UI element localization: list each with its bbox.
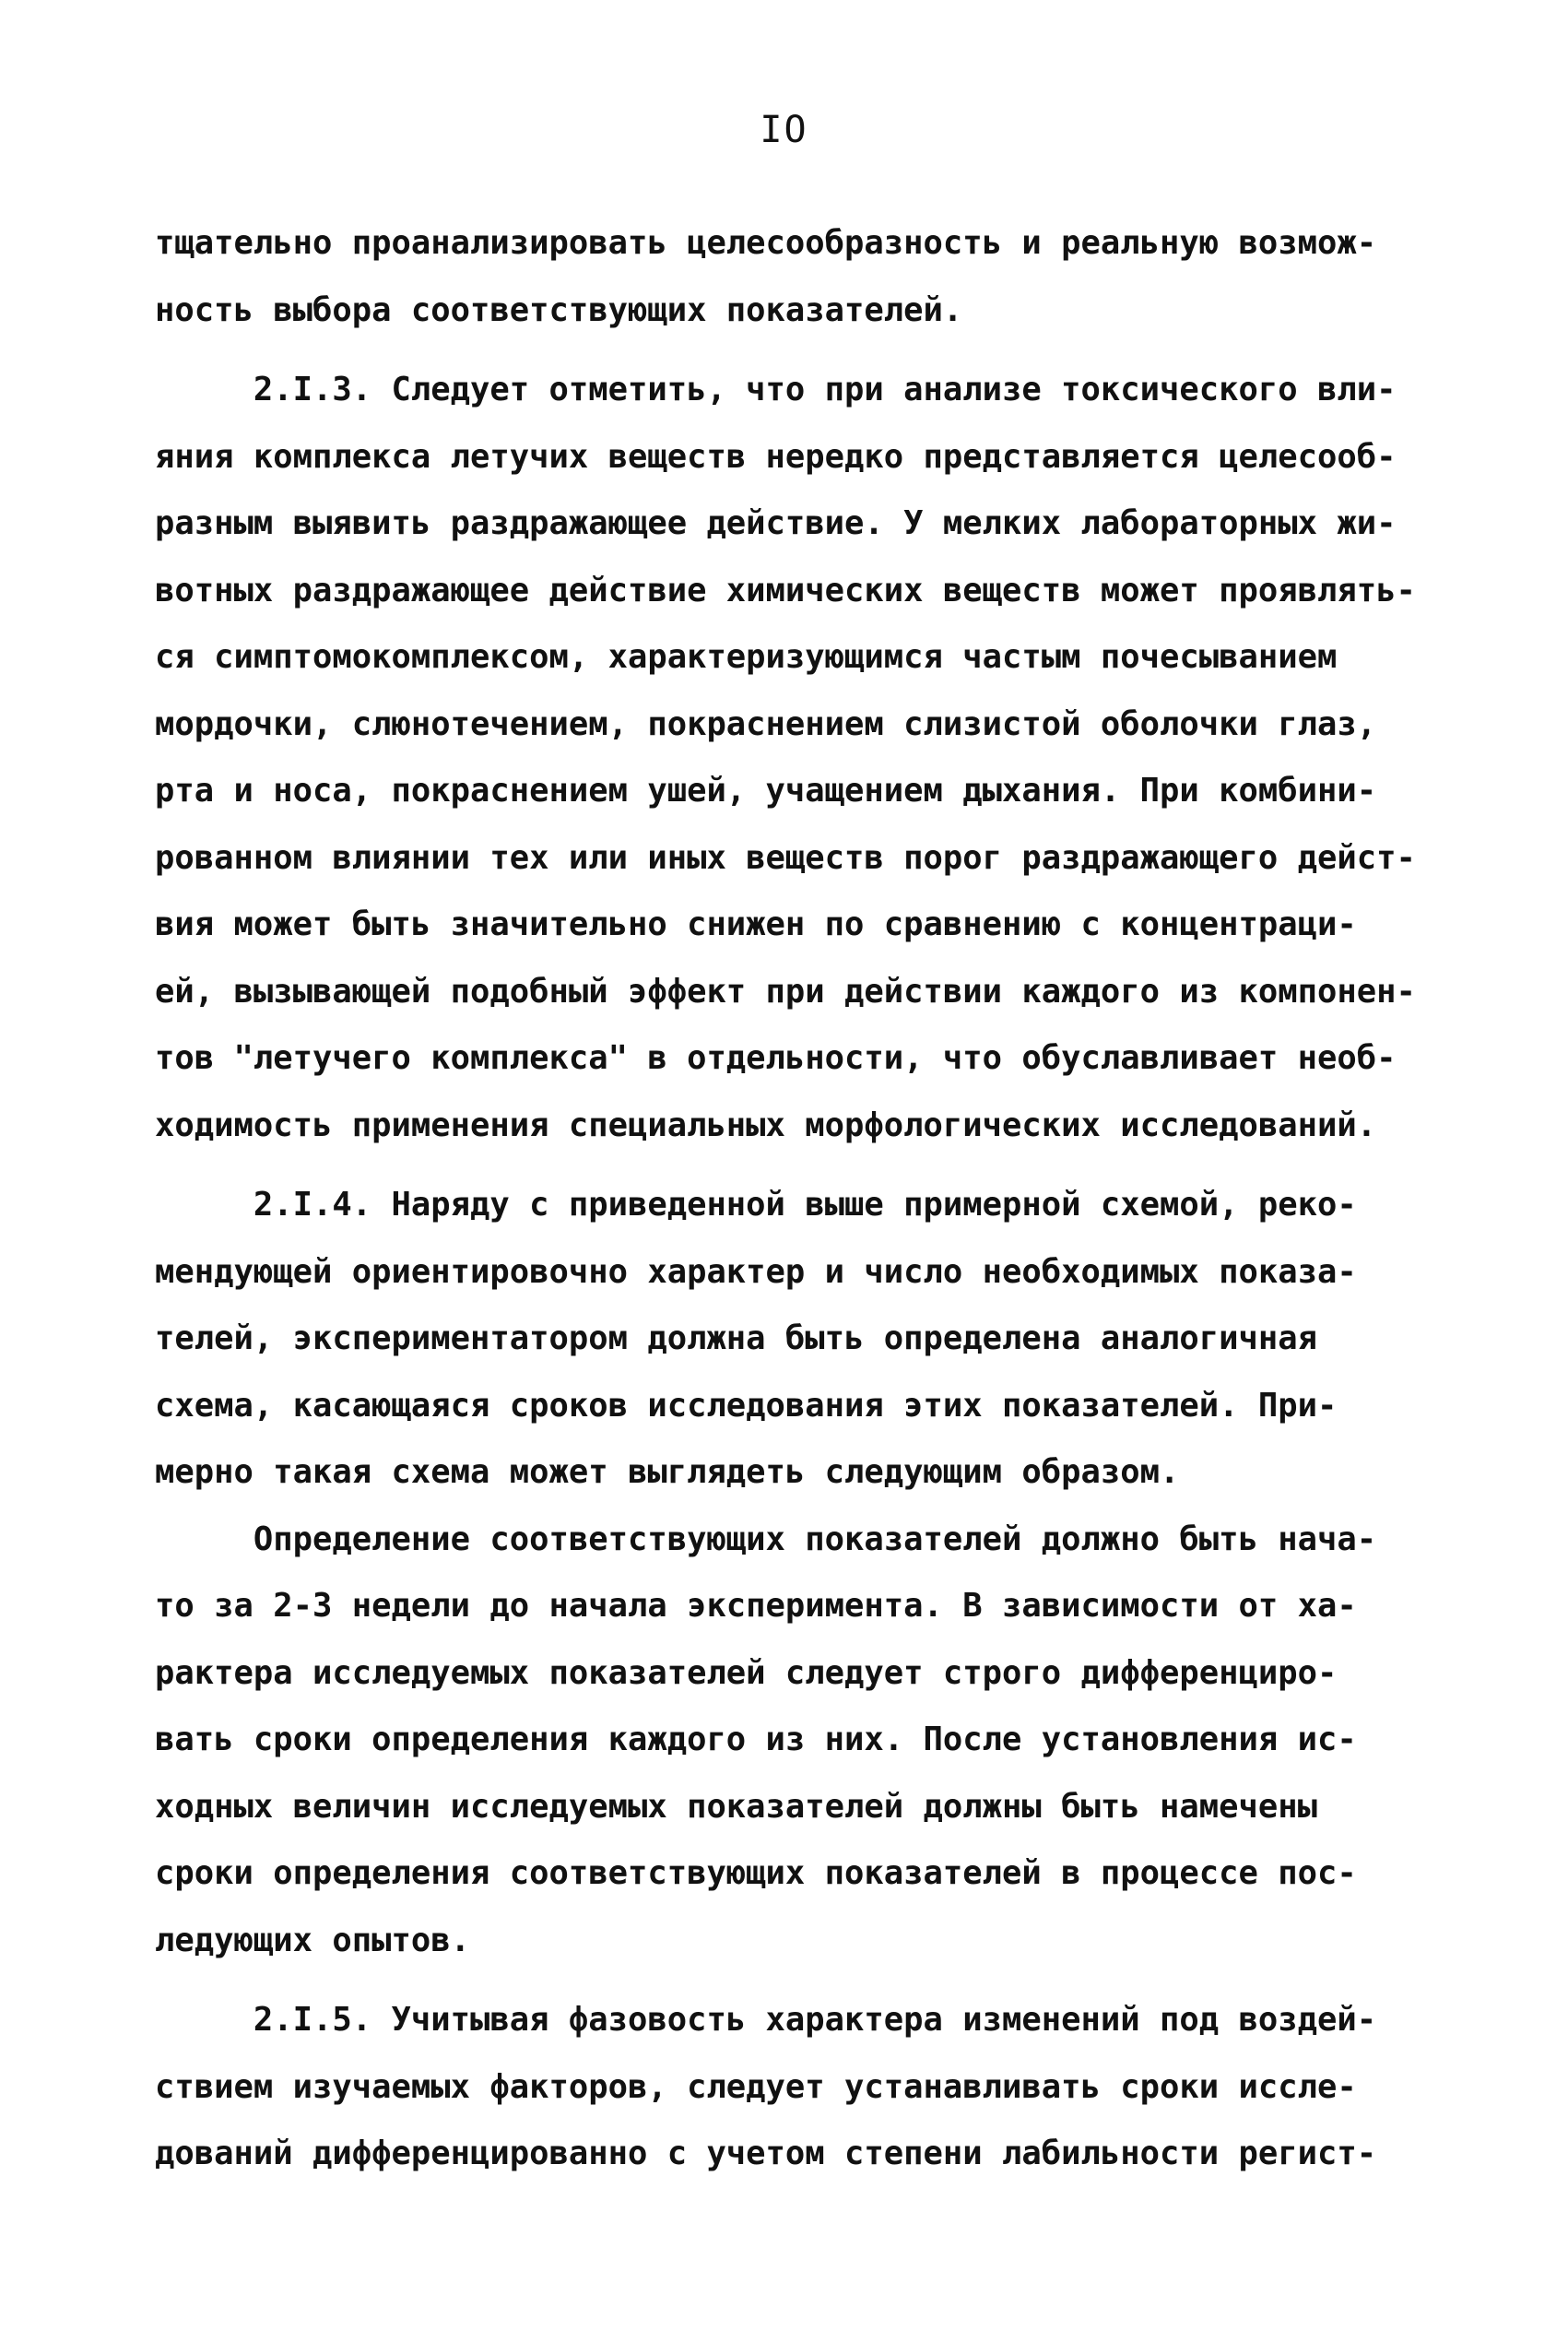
text-line: 2.I.4. Наряду с приведенной выше примерной схемой, реко-: [155, 1186, 1357, 1224]
text-line: мендующей ориентировочно характер и число необходимых показа-: [155, 1252, 1357, 1291]
text-line: ходимость применения специальных морфологических исследований.: [155, 1106, 1377, 1144]
text-line: схема, касающаяся сроков исследования этих показателей. При-: [155, 1386, 1338, 1425]
paragraph-gap: [155, 344, 1464, 357]
text-line: ствием изучаемых факторов, следует устанавливать сроки иссле-: [155, 2067, 1357, 2106]
text-line: рованном влиянии тех или иных веществ порог раздражающего дейст-: [155, 838, 1416, 877]
text-line: рактера исследуемых показателей следует строго дифференциро-: [155, 1653, 1338, 1692]
body-text: [155, 210, 1464, 2188]
text-line: ность выбора соответствующих показателей.: [155, 290, 963, 329]
text-line: вать сроки определения каждого из них. После установления ис-: [155, 1721, 1357, 1758]
text-line: ледующих опытов.: [155, 1921, 470, 1959]
text-line: 2.I.5. Учитывая фазовость характера изменений под воздей-: [155, 2001, 1377, 2039]
text-line: разным выявить раздражающее действие. У мелких лабораторных жи-: [155, 504, 1397, 542]
text-line: Определение соответствующих показателей должно быть нача-: [155, 1520, 1377, 1558]
text-line: ходных величин исследуемых показателей должны быть намечены: [155, 1787, 1317, 1826]
text-line: ся симптомокомплексом, характеризующимся частым почесыванием: [155, 638, 1338, 676]
text-line: рта и носа, покраснением ушей, учащением дыхания. При комбини-: [155, 772, 1377, 810]
text-line: дований дифференцированно с учетом степени лабильности регист-: [155, 2135, 1377, 2172]
text-line: яния комплекса летучих веществ нередко представляется целесооб-: [155, 437, 1397, 476]
text-line: вотных раздражающее действие химических веществ может проявлять-: [155, 571, 1416, 609]
text-line: тщательно проанализировать целесообразность и реальную возмож-: [155, 224, 1377, 262]
text-line: мерно такая схема может выглядеть следующим образом.: [155, 1453, 1180, 1491]
page-number: IO: [760, 109, 808, 151]
text-line: тов "летучего комплекса" в отдельности, что обуславливает необ-: [155, 1039, 1397, 1077]
text-line: мордочки, слюнотечением, покраснением слизистой оболочки глаз,: [155, 704, 1377, 743]
text-line: то за 2-3 недели до начала эксперимента. В зависимости от ха-: [155, 1587, 1357, 1625]
text-line: сроки определения соответствующих показателей в процессе пос-: [155, 1854, 1357, 1892]
text-line: 2.I.3. Следует отметить, что при анализе токсического вли-: [155, 371, 1397, 408]
text-line: вия может быть значительно снижен по сравнению с концентраци-: [155, 905, 1357, 943]
paragraph-gap: [155, 1974, 1464, 1987]
text-line: телей, экспериментатором должна быть определена аналогичная: [155, 1319, 1317, 1357]
paragraph-gap: [155, 1159, 1464, 1172]
text-line: ей, вызывающей подобный эффект при действии каждого из компонен-: [155, 972, 1416, 1011]
